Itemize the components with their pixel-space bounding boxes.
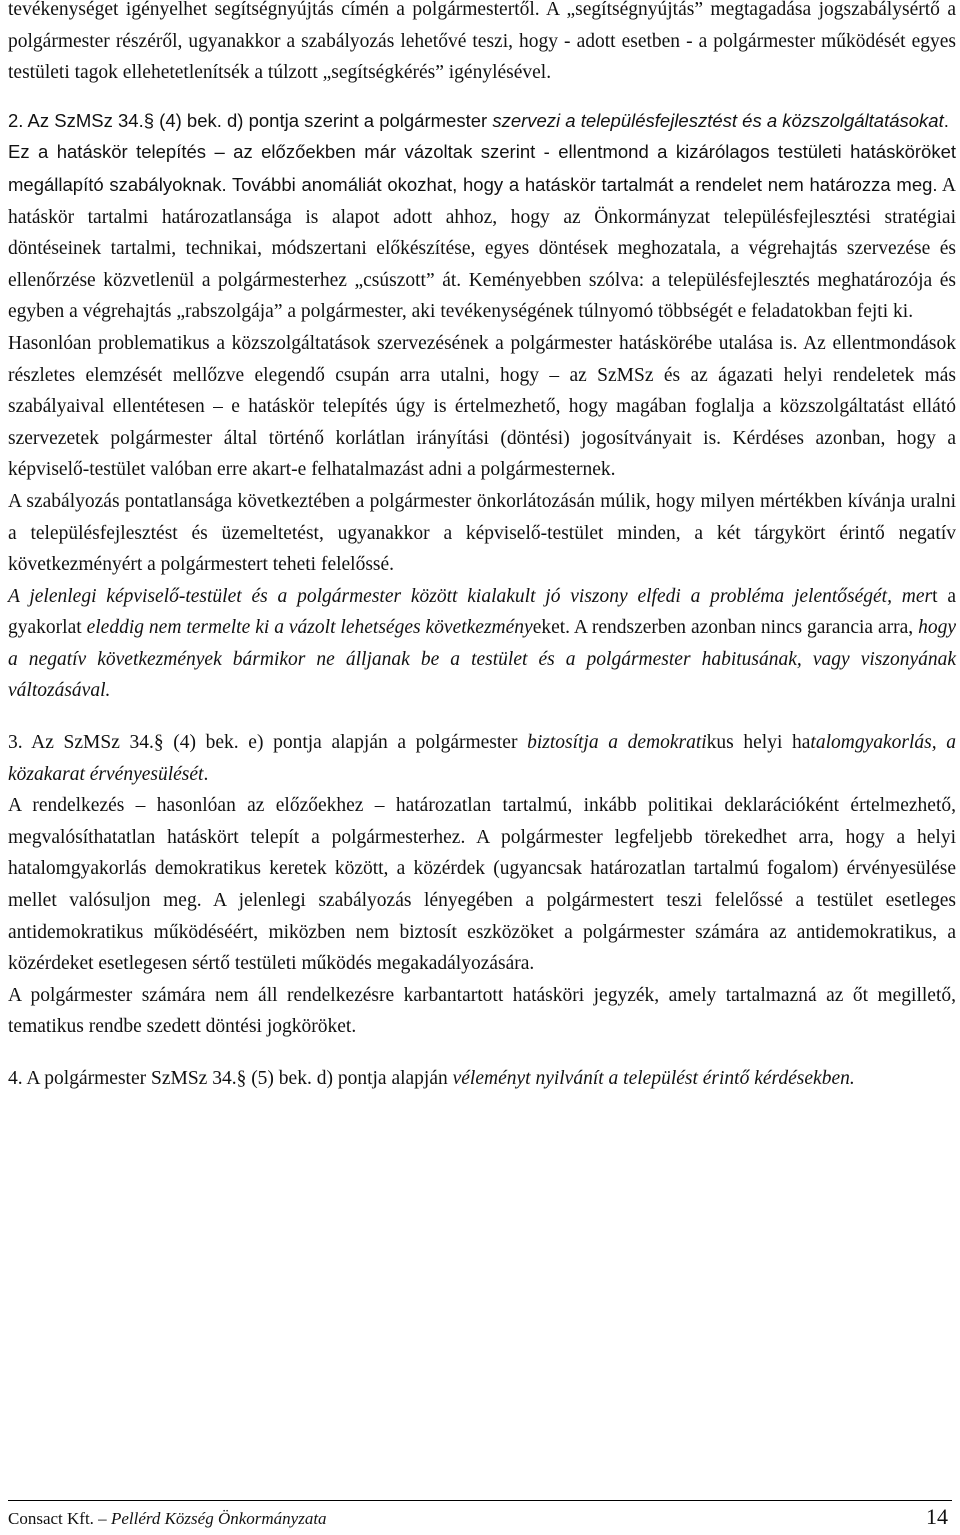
footer-label: Consact Kft. – Pellérd Község Önkormányzata bbox=[8, 1509, 327, 1528]
page-footer bbox=[8, 1500, 952, 1535]
document-body bbox=[8, 0, 956, 1095]
page-number: 14 bbox=[926, 1504, 948, 1529]
paragraph-rendelkezes: A rendelkezés – hasonlóan az előzőekhez – határozatlan tartalmú, inkább politikai deklarációként értelmezhető, megvalósíthatatlan hatáskört telepít a polgármesterhez. A polgármester legfeljebb törekedhet arra, hogy a helyi hatalomgyakorlás demokratikus keretek között, a közérdek (ugyancsak határozatlan tartalmú fogalom) érvényesülése mellet valósuljon meg. A jelenlegi szabályozás lényegében a polgármestert teszi felelőssé a testület esetleges antidemokratikus működéséért, miközben nem biztosít eszközöket a polgármester számára az antidemokratikus, a közérdeket esetlegesen sértő testületi működés megakadályozására. bbox=[8, 795, 956, 975]
paragraph-jelenlegi-viszony: A jelenlegi képviselő-testület és a polgármester között kialakult jó viszony elfedi a probléma jelentőségét, mert a gyakorlat eleddig nem termelte ki a vázolt lehetséges következményeket. A rendszerben azonban nincs garancia arra, hogy a negatív következmények bármikor ne álljanak be a testület és a polgármester habitusának, vagy viszonyának változásával. bbox=[8, 585, 957, 702]
paragraph-hataskor-telepites: Ez a hatáskör telepítés – az előzőekben már vázoltak szerint - ellentmond a kizárólagos testületi hatásköröket megállapító szabályoknak. További anomáliát okozhat, hogy a hatáskör tartalmát a rendelet nem határozza meg. A hatáskör tartalmi határozatlansága is alapot adott ahhoz, hogy az Önkormányzat településfejlesztési stratégiai döntéseinek tartalmi, technikai, módszertani előkészítése, egyes döntések meghozatala, a végrehajtás szervezése és ellenőrzése közvetlenül a polgármesterhez „csúszott” át. Keményebben szólva: a településfejlesztés meghatározója és egyben a végrehajtás „rabszolgája” a polgármester, aki tevékenységének túlnyomó többségét e feladatokban fejti ki. bbox=[8, 141, 956, 323]
section-3-heading: 3. Az SzMSz 34.§ (4) bek. e) pontja alapján a polgármester biztosítja a demokratikus helyi hatalomgyakorlás, a közakarat érvényesülését. bbox=[8, 732, 956, 785]
section-4-heading: 4. A polgármester SzMSz 34.§ (5) bek. d) pontja alapján véleményt nyilvánít a települést érintő kérdésekben. bbox=[8, 1068, 855, 1089]
paragraph-szabalyozas-pontatlansaga: A szabályozás pontatlansága következtében a polgármester önkorlátozásán múlik, hogy milyen mértékben kívánja uralni a településfejlesztést és üzemeltetést, ugyanakkor a képviselő-testület minden, a két tárgykört érintő negatív következményért a polgármestert teheti felelőssé. bbox=[8, 490, 956, 576]
paragraph-hataskori-jegyzek: A polgármester számára nem áll rendelkezésre karbantartott hatásköri jegyzék, amely tartalmazná az őt megillető, tematikus rendbe szedett döntési jogköröket. bbox=[8, 984, 956, 1038]
paragraph-segitsegnyujtas: tevékenységet igényelhet segítségnyújtás címén a polgármestertől. A „segítségnyújtás” megtagadása jogszabálysértő a polgármester részéről, ugyanakkor a szabályozás lehetővé teszi, hogy - adott esetben - a polgármester működését egyes testületi tagok ellehetetlenítsék a túlzott „segítségkérés” igénylésével. bbox=[8, 0, 956, 84]
paragraph-kozszolgaltatasok: Hasonlóan problematikus a közszolgáltatások szervezésének a polgármester hatáskörébe utalása is. Az ellentmondások részletes elemzését mellőzve elegendő csupán arra utalni, hogy – az SzMSz és az ágazati helyi rendeletek más szabályaival ellentétesen – e hatáskör telepítés úgy is értelmezhető, hogy magában foglalja a közszolgáltatást ellátó szervezetek polgármester által történő korlátlan irányítási (döntési) jogosítványait is. Kérdéses azonban, hogy a képviselő-testület valóban erre akart-e felhatalmazást adni a polgármesternek. bbox=[8, 332, 956, 481]
section-2-heading: 2. Az SzMSz 34.§ (4) bek. d) pontja szerint a polgármester szervezi a településfejlesztést és a közszolgáltatásokat. bbox=[8, 109, 949, 131]
